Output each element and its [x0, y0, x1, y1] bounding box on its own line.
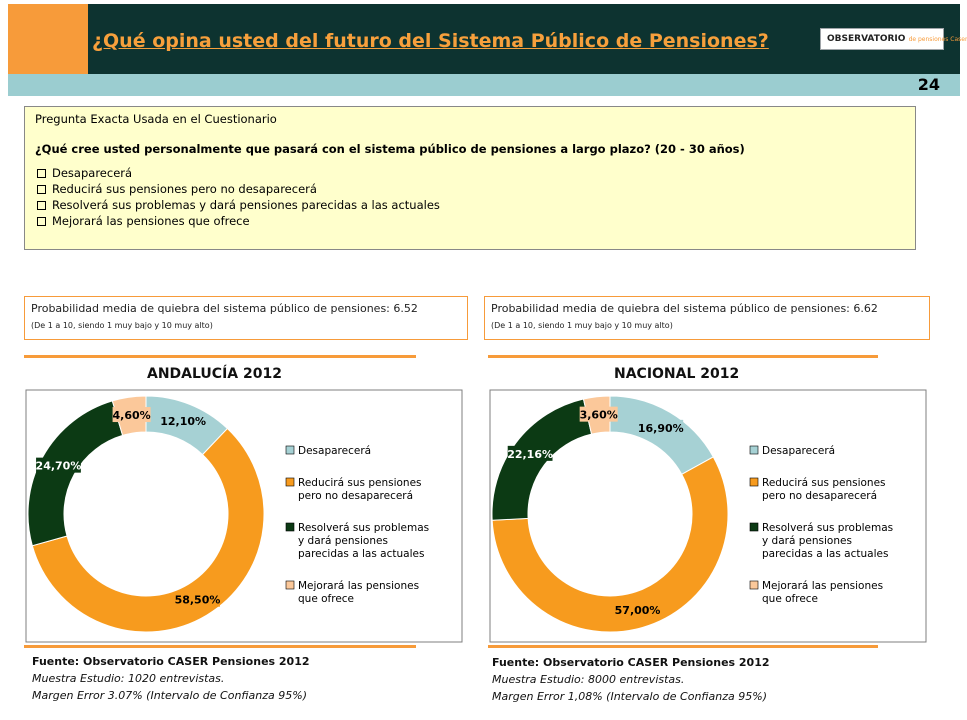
- logo-main-text: OBSERVATORIO: [827, 34, 906, 44]
- legend-swatch-mejorara: [286, 581, 294, 589]
- logo-sub-text: de pensiones Caser: [908, 36, 967, 43]
- legend-label: y dará pensiones: [762, 535, 852, 547]
- legend-label: pero no desaparecerá: [762, 490, 878, 502]
- source-sample: Muestra Estudio: 8000 entrevistas.: [492, 673, 685, 686]
- legend-label: que ofrece: [298, 593, 355, 605]
- probability-scale-note: (De 1 a 10, siendo 1 muy bajo y 10 muy alto): [31, 321, 213, 330]
- chart-bottom-rule: [24, 645, 416, 648]
- chart-title-andalucia: ANDALUCÍA 2012: [147, 366, 282, 382]
- slice-desaparecera: [610, 396, 713, 474]
- legend-swatch-reducira: [286, 478, 294, 486]
- page-number: 24: [917, 75, 940, 94]
- legend-label: Reducirá sus pensiones: [762, 477, 886, 489]
- legend-label: parecidas a las actuales: [298, 548, 425, 560]
- data-label: 3,60%: [579, 408, 618, 422]
- data-label: 58,50%: [174, 593, 221, 607]
- legend-label: Resolverá sus problemas: [762, 522, 894, 534]
- observatorio-logo: [820, 28, 967, 50]
- source-andalucia: [32, 655, 310, 702]
- legend-label: Reducirá sus pensiones: [298, 477, 422, 489]
- source-nacional: [492, 656, 770, 703]
- probability-box-andalucia: [24, 296, 468, 340]
- checkbox-bullet-icon: [37, 217, 46, 226]
- legend-label: y dará pensiones: [298, 535, 388, 547]
- legend-swatch-desaparecera: [286, 446, 294, 454]
- question-option: Desaparecerá: [35, 166, 905, 180]
- chart-title-nacional: NACIONAL 2012: [614, 366, 740, 382]
- source-margin: Margen Error 1,08% (Intervalo de Confianza 95%): [492, 690, 767, 703]
- legend-label: que ofrece: [762, 593, 819, 605]
- probability-text: Probabilidad media de quiebra del sistema público de pensiones: 6.52: [31, 302, 418, 315]
- source-margin: Margen Error 3.07% (Intervalo de Confianza 95%): [32, 689, 307, 702]
- source-title: Fuente: Observatorio CASER Pensiones 2012: [492, 656, 770, 669]
- question-box: [24, 106, 916, 250]
- legend-label: parecidas a las actuales: [762, 548, 889, 560]
- question-option: Mejorará las pensiones que ofrece: [35, 214, 905, 228]
- source-sample: Muestra Estudio: 1020 entrevistas.: [32, 672, 225, 685]
- legend-label: Resolverá sus problemas: [298, 522, 430, 534]
- legend-label: Mejorará las pensiones: [298, 580, 420, 592]
- legend-swatch-mejorara: [750, 581, 758, 589]
- data-label: 24,70%: [35, 459, 82, 473]
- data-label: 12,10%: [160, 415, 207, 429]
- legend-label: Desaparecerá: [298, 445, 372, 457]
- checkbox-bullet-icon: [37, 185, 46, 194]
- checkbox-bullet-icon: [37, 201, 46, 210]
- legend-swatch-resolvera: [750, 523, 758, 531]
- question-text: ¿Qué cree usted personalmente que pasará con el sistema público de pensiones a largo plazo? (20 - 30 años): [35, 142, 745, 156]
- legend-label: Mejorará las pensiones: [762, 580, 884, 592]
- header-accent-block: [8, 4, 88, 74]
- legend-swatch-desaparecera: [750, 446, 758, 454]
- donut-chart-nacional: [488, 388, 928, 644]
- data-label: 4,60%: [112, 409, 151, 423]
- slice-resolvera: [28, 401, 123, 546]
- chart-top-rule: [488, 355, 878, 358]
- checkbox-bullet-icon: [37, 169, 46, 178]
- chart-top-rule: [24, 355, 416, 358]
- probability-box-nacional: [484, 296, 930, 340]
- data-label: 22,16%: [507, 447, 554, 461]
- question-option: Resolverá sus problemas y dará pensiones parecidas a las actuales: [35, 198, 905, 212]
- legend-label: Desaparecerá: [762, 445, 836, 457]
- question-heading: Pregunta Exacta Usada en el Cuestionario: [35, 112, 277, 126]
- question-option: Reducirá sus pensiones pero no desaparecerá: [35, 182, 905, 196]
- probability-text: Probabilidad media de quiebra del sistema público de pensiones: 6.62: [491, 302, 878, 315]
- data-label: 16,90%: [637, 421, 684, 435]
- probability-scale-note: (De 1 a 10, siendo 1 muy bajo y 10 muy alto): [491, 321, 673, 330]
- legend-swatch-resolvera: [286, 523, 294, 531]
- legend-label: pero no desaparecerá: [298, 490, 414, 502]
- source-title: Fuente: Observatorio CASER Pensiones 2012: [32, 655, 310, 668]
- chart-bottom-rule: [488, 645, 878, 648]
- data-label: 57,00%: [614, 604, 661, 618]
- page-title: ¿Qué opina usted del futuro del Sistema Público de Pensiones?: [92, 30, 769, 52]
- subheader-band: [8, 74, 960, 96]
- donut-chart-andalucia: [24, 388, 464, 644]
- legend-swatch-reducira: [750, 478, 758, 486]
